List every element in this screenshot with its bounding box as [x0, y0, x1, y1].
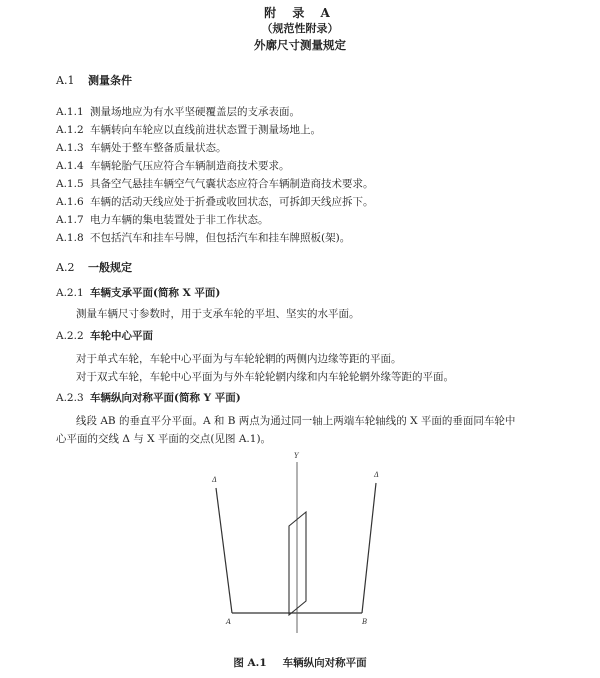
item-number: A.1.3 — [56, 142, 84, 154]
section-a1-heading — [56, 72, 132, 88]
list-item — [56, 104, 300, 119]
subsection-number: A.2.1 — [56, 287, 84, 299]
item-text: 具备空气悬挂车辆空气气囊状态应符合车辆制造商技术要求。 — [90, 178, 374, 190]
list-item — [56, 194, 374, 209]
subsection-title: 车辆支承平面(简称 X 平面) — [90, 287, 221, 299]
paragraph: 测量车辆尺寸参数时，用于支承车轮的平坦、坚实的水平面。 — [76, 308, 360, 320]
paragraph: 心平面的交线 Δ 与 X 平面的交点(见图 A.1)。 — [56, 433, 272, 445]
list-item — [56, 230, 350, 245]
delta-label-left: Δ — [212, 476, 218, 484]
item-number: A.1.1 — [56, 106, 84, 118]
paragraph: 对于双式车轮，车轮中心平面为与外车轮轮辋内缘和内车轮轮辋外缘等距的平面。 — [76, 371, 454, 383]
section-title: 一般规定 — [88, 261, 132, 274]
caption-text: 车辆纵向对称平面 — [282, 657, 367, 669]
section-title: 测量条件 — [88, 74, 132, 87]
subsection-a22-heading — [56, 328, 153, 343]
section-number: A.1 — [56, 74, 75, 87]
list-item — [56, 158, 290, 173]
item-text: 不包括汽车和挂车号牌，但包括汽车和挂车牌照板(架)。 — [90, 232, 351, 244]
subsection-a23-heading — [56, 390, 241, 405]
y-label: Y — [294, 452, 299, 460]
list-item — [56, 122, 321, 137]
point-b-label: B — [362, 618, 368, 626]
subsection-a21-heading — [56, 285, 220, 300]
caption-number: 图 A.1 — [233, 657, 267, 669]
appendix-type: （规范性附录） — [261, 22, 339, 35]
delta-label-right: Δ — [374, 471, 380, 479]
subsection-title: 车辆纵向对称平面(简称 Y 平面) — [90, 392, 241, 404]
section-a2-heading — [56, 259, 132, 275]
item-text: 车辆轮胎气压应符合车辆制造商技术要求。 — [90, 160, 290, 172]
subsection-number: A.2.2 — [56, 330, 84, 342]
item-text: 测量场地应为有水平坚硬覆盖层的支承表面。 — [90, 106, 300, 118]
list-item — [56, 176, 374, 191]
subsection-title: 车轮中心平面 — [90, 330, 153, 342]
item-text: 电力车辆的集电装置处于非工作状态。 — [90, 214, 269, 226]
paragraph: 线段 AB 的垂直平分平面。A 和 B 两点为通过同一轴上两端车轮轴线的 X 平面的垂面同车轮中 — [76, 415, 516, 427]
list-item — [56, 212, 269, 227]
item-text: 车辆的活动天线应处于折叠或收回状态，可拆卸天线应拆下。 — [90, 196, 374, 208]
appendix-title: 外廓尺寸测量规定 — [254, 38, 346, 52]
item-text: 车辆处于整车整备质量状态。 — [90, 142, 227, 154]
figure-a1-diagram — [190, 448, 420, 643]
section-number: A.2 — [56, 261, 75, 274]
list-item — [56, 140, 227, 155]
appendix-heading: 附 录 A — [264, 6, 336, 20]
point-a-label: A — [226, 618, 232, 626]
item-number: A.1.8 — [56, 232, 84, 244]
item-number: A.1.6 — [56, 196, 84, 208]
figure-caption — [0, 655, 600, 670]
item-number: A.1.4 — [56, 160, 84, 172]
item-number: A.1.7 — [56, 214, 84, 226]
subsection-number: A.2.3 — [56, 392, 84, 404]
item-number: A.1.2 — [56, 124, 84, 136]
y-plane — [289, 512, 306, 615]
delta-line-left — [216, 488, 232, 613]
item-text: 车辆转向车轮应以直线前进状态置于测量场地上。 — [90, 124, 321, 136]
delta-line-right — [362, 483, 376, 613]
item-number: A.1.5 — [56, 178, 84, 190]
paragraph: 对于单式车轮，车轮中心平面为与车轮轮辋的两侧内边缘等距的平面。 — [76, 353, 402, 365]
